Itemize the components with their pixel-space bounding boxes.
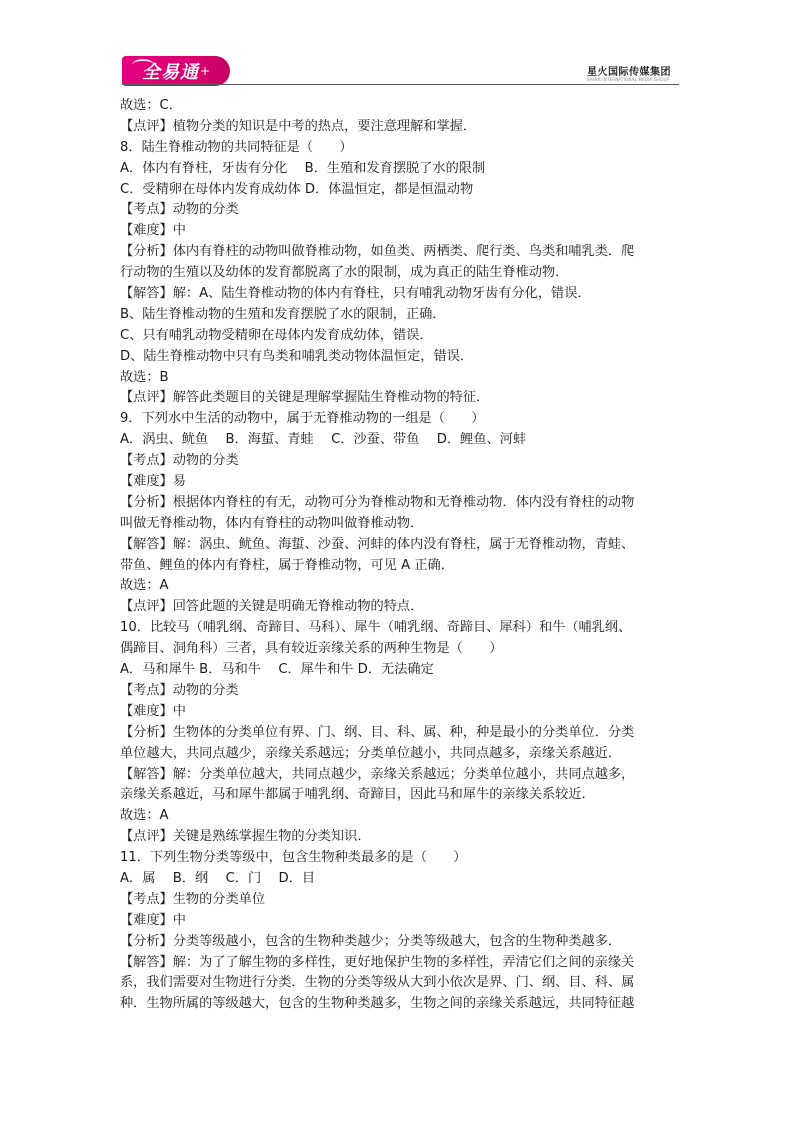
- text-line: D、陆生脊椎动物中只有鸟类和哺乳类动物体温恒定，错误．: [120, 348, 474, 364]
- text-line: 故选：A: [120, 578, 169, 594]
- page-header: [0, 0, 800, 100]
- document-body: [120, 96, 682, 1015]
- publisher-subtitle: SPARK INTERNATIONAL MEDIA GROUP: [587, 77, 670, 82]
- text-line: 10．比较马（哺乳纲、奇蹄目、马科）、犀牛（哺乳纲、奇蹄目、犀科）和牛（哺乳纲、: [120, 620, 632, 636]
- text-line: 带鱼、鲤鱼的体内有脊柱，属于脊椎动物，可见 A 正确．: [120, 557, 454, 573]
- text-line: A．马和犀牛 B．马和牛 C．犀牛和牛 D．无法确定: [120, 662, 434, 678]
- text-line: 【难度】中: [120, 703, 186, 719]
- text-line: 【难度】易: [120, 474, 186, 490]
- publisher-name: 星火国际传媒集团: [587, 67, 671, 78]
- text-line: 系，我们需要对生物进行分类．生物的分类等级从大到小依次是界、门、纲、目、科、属: [120, 975, 635, 991]
- text-line: 行动物的生殖以及幼体的发育都脱离了水的限制，成为真正的陆生脊椎动物．: [120, 265, 569, 281]
- text-line: 种．生物所属的等级越大，包含的生物种类越多，生物之间的亲缘关系越远，共同特征越: [120, 996, 635, 1012]
- text-line: 偶蹄目、洞角科）三者，具有较近亲缘关系的两种生物是（ ）: [120, 641, 503, 657]
- text-line: 【点评】回答此题的关键是明确无脊椎动物的特点．: [120, 599, 424, 615]
- text-line: 【考点】生物的分类单位: [120, 891, 266, 907]
- text-line: 9．下列水中生活的动物中，属于无脊椎动物的一组是（ ）: [120, 411, 485, 427]
- logo-text: 全易通: [141, 62, 199, 83]
- text-line: 故选：C．: [120, 98, 182, 113]
- text-line: A．属 B．纲 C．门 D．目: [120, 870, 316, 886]
- text-line: 故选：A: [120, 808, 169, 824]
- text-line: 【考点】动物的分类: [120, 453, 239, 469]
- text-line: A．体内有脊柱，牙齿有分化 B．生殖和发育摆脱了水的限制: [120, 160, 486, 176]
- text-line: 亲缘关系越近，马和犀牛都属于哺乳纲、奇蹄目，因此马和犀牛的亲缘关系较近．: [120, 787, 595, 803]
- text-line: 【分析】分类等级越小，包含的生物种类越少；分类等级越大，包含的生物种类越多．: [120, 933, 622, 949]
- text-line: 【点评】解答此类题目的关键是理解掌握陆生脊椎动物的特征．: [120, 390, 490, 406]
- text-line: 【难度】中: [120, 912, 186, 928]
- text-line: C、只有哺乳动物受精卵在母体内发育成幼体，错误．: [120, 327, 433, 343]
- text-line: 【分析】体内有脊柱的动物叫做脊椎动物，如鱼类、两栖类、爬行类、鸟类和哺乳类．爬: [120, 244, 635, 260]
- text-line: 【难度】中: [120, 223, 186, 239]
- text-line: 【分析】生物体的分类单位有界、门、纲、目、科、属、种，种是最小的分类单位．分类: [120, 724, 635, 740]
- text-line: 故选：B: [120, 369, 169, 385]
- text-line: 【点评】关键是熟练掌握生物的分类知识．: [120, 829, 371, 845]
- text-line: 【解答】解：涡虫、鱿鱼、海蜇、沙蚕、河蚌的体内没有脊柱，属于无脊椎动物，青蛙、: [120, 536, 635, 552]
- text-line: 【解答】解：分类单位越大，共同点越少，亲缘关系越远；分类单位越小，共同点越多，: [120, 766, 635, 782]
- text-line: 11．下列生物分类等级中，包含生物种类最多的是（ ）: [120, 850, 467, 866]
- text-line: 【点评】植物分类的知识是中考的热点，要注意理解和掌握．: [120, 118, 477, 134]
- text-line: 【考点】动物的分类: [120, 682, 239, 698]
- text-line: 单位越大，共同点越少，亲缘关系越远；分类单位越小，共同点越多，亲缘关系越近．: [120, 745, 622, 761]
- logo-plus: +: [199, 64, 211, 78]
- text-line: A．涡虫、鱿鱼 B．海蜇、青蛙 C．沙蚕、带鱼 D．鲤鱼、河蚌: [120, 432, 527, 448]
- text-line: 8．陆生脊椎动物的共同特征是（ ）: [120, 139, 353, 155]
- text-line: 【解答】解：A、陆生脊椎动物的体内有脊柱，只有哺乳动物牙齿有分化，错误．: [120, 286, 591, 302]
- text-line: B、陆生脊椎动物的生殖和发育摆脱了水的限制，正确．: [120, 306, 446, 322]
- text-line: 【解答】解：为了了解生物的多样性，更好地保护生物的多样性，弄清它们之间的亲缘关: [120, 954, 635, 970]
- text-line: 【分析】根据体内脊柱的有无，动物可分为脊椎动物和无脊椎动物．体内没有脊柱的动物: [120, 494, 635, 510]
- header-divider: [122, 84, 679, 85]
- text-line: C．受精卵在母体内发育成幼体 D．体温恒定，都是恒温动物: [120, 181, 474, 197]
- text-line: 【考点】动物的分类: [120, 202, 239, 218]
- text-line: 叫做无脊椎动物，体内有脊柱的动物叫做脊椎动物．: [120, 515, 424, 531]
- logo-swoosh-icon: [132, 59, 154, 71]
